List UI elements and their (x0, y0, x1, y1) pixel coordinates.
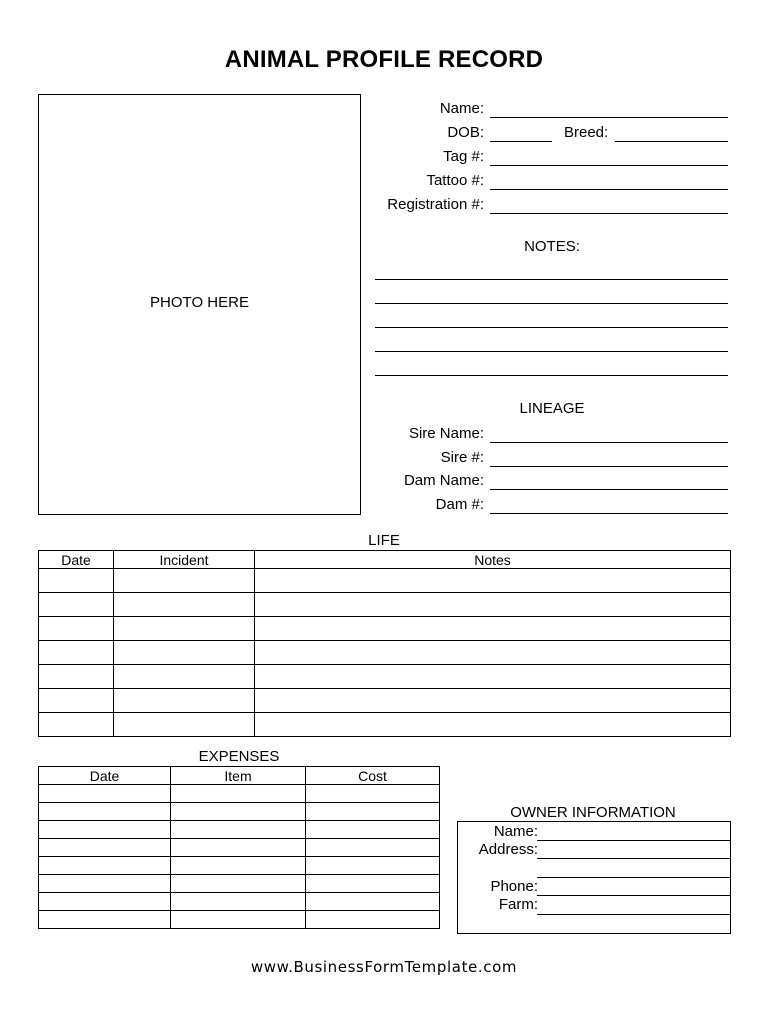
table-row (39, 875, 440, 893)
table-row (39, 803, 440, 821)
notes-line[interactable] (375, 351, 728, 352)
dam-number-field[interactable] (490, 513, 728, 514)
table-row (39, 689, 731, 713)
notes-line[interactable] (375, 303, 728, 304)
sire-name-label: Sire Name: (408, 425, 484, 442)
life-col-incident: Incident (114, 551, 255, 569)
expenses-cell[interactable] (171, 857, 306, 875)
expenses-cell[interactable] (306, 911, 440, 929)
dam-name-field[interactable] (490, 489, 728, 490)
life-cell[interactable] (39, 689, 114, 713)
dam-name-label: Dam Name: (403, 472, 484, 489)
expenses-table (38, 766, 440, 929)
life-cell[interactable] (255, 689, 731, 713)
expenses-cell[interactable] (171, 911, 306, 929)
dob-label: DOB: (447, 124, 484, 141)
table-row (39, 839, 440, 857)
breed-label: Breed: (564, 124, 609, 141)
expenses-cell[interactable] (306, 875, 440, 893)
expenses-col-date: Date (39, 767, 171, 785)
notes-heading: NOTES: (524, 238, 580, 255)
page-title: ANIMAL PROFILE RECORD (224, 46, 544, 73)
expenses-cell[interactable] (171, 839, 306, 857)
expenses-cell[interactable] (171, 821, 306, 839)
tag-label: Tag #: (443, 148, 484, 165)
expenses-col-cost: Cost (306, 767, 440, 785)
table-row (39, 911, 440, 929)
expenses-cell[interactable] (171, 785, 306, 803)
expenses-heading: EXPENSES (198, 748, 280, 765)
life-cell[interactable] (39, 593, 114, 617)
photo-label: PHOTO HERE (150, 294, 249, 311)
expenses-cell[interactable] (306, 839, 440, 857)
table-row (39, 713, 731, 737)
owner-farm-label: Farm: (498, 896, 538, 913)
life-cell[interactable] (255, 641, 731, 665)
sire-number-label: Sire #: (440, 449, 484, 466)
expenses-cell[interactable] (39, 857, 171, 875)
expenses-cell[interactable] (39, 911, 171, 929)
life-cell[interactable] (114, 665, 255, 689)
name-field[interactable] (490, 117, 728, 118)
life-heading: LIFE (368, 532, 400, 549)
life-cell[interactable] (39, 713, 114, 737)
life-cell[interactable] (255, 617, 731, 641)
lineage-heading: LINEAGE (519, 400, 585, 417)
table-row (39, 617, 731, 641)
owner-phone-label: Phone: (490, 878, 538, 895)
dob-field[interactable] (490, 141, 552, 142)
expenses-cell[interactable] (306, 803, 440, 821)
life-col-date: Date (39, 551, 114, 569)
life-cell[interactable] (39, 665, 114, 689)
life-table (38, 550, 731, 737)
life-cell[interactable] (114, 569, 255, 593)
life-cell[interactable] (255, 665, 731, 689)
expenses-cell[interactable] (39, 803, 171, 821)
life-col-notes: Notes (255, 551, 731, 569)
table-row (39, 785, 440, 803)
life-cell[interactable] (114, 641, 255, 665)
owner-heading: OWNER INFORMATION (510, 804, 676, 821)
life-cell[interactable] (114, 593, 255, 617)
table-row (39, 665, 731, 689)
expenses-cell[interactable] (39, 785, 171, 803)
registration-field[interactable] (490, 213, 728, 214)
expenses-cell[interactable] (306, 893, 440, 911)
table-row (39, 641, 731, 665)
life-cell[interactable] (255, 569, 731, 593)
breed-field[interactable] (615, 141, 728, 142)
table-row (39, 569, 731, 593)
owner-address-label: Address: (478, 841, 538, 858)
table-row (39, 593, 731, 617)
table-row (39, 857, 440, 875)
footer-url[interactable]: www.BusinessFormTemplate.com (250, 958, 518, 976)
life-cell[interactable] (39, 641, 114, 665)
owner-info-box (457, 821, 731, 934)
life-cell[interactable] (255, 593, 731, 617)
table-row (39, 821, 440, 839)
tattoo-label: Tattoo #: (426, 172, 484, 189)
expenses-cell[interactable] (171, 803, 306, 821)
notes-line[interactable] (375, 279, 728, 280)
owner-name-label: Name: (493, 823, 538, 840)
owner-address-field[interactable] (537, 858, 730, 859)
owner-address-field-2[interactable] (537, 877, 730, 878)
life-cell[interactable] (255, 713, 731, 737)
expenses-cell[interactable] (171, 893, 306, 911)
life-cell[interactable] (114, 689, 255, 713)
expenses-col-item: Item (171, 767, 306, 785)
dam-number-label: Dam #: (435, 496, 484, 513)
life-cell[interactable] (114, 617, 255, 641)
expenses-cell[interactable] (306, 785, 440, 803)
expenses-cell[interactable] (39, 875, 171, 893)
tag-field[interactable] (490, 165, 728, 166)
expenses-cell[interactable] (39, 821, 171, 839)
life-cell[interactable] (39, 617, 114, 641)
life-cell[interactable] (39, 569, 114, 593)
owner-farm-field[interactable] (537, 914, 730, 915)
tattoo-field[interactable] (490, 189, 728, 190)
expenses-cell[interactable] (171, 875, 306, 893)
life-cell[interactable] (114, 713, 255, 737)
name-label: Name: (439, 100, 484, 117)
expenses-cell[interactable] (306, 821, 440, 839)
expenses-cell[interactable] (39, 839, 171, 857)
expenses-cell[interactable] (306, 857, 440, 875)
sire-name-field[interactable] (490, 442, 728, 443)
expenses-cell[interactable] (39, 893, 171, 911)
table-row (39, 893, 440, 911)
notes-line[interactable] (375, 327, 728, 328)
registration-label: Registration #: (387, 196, 484, 213)
sire-number-field[interactable] (490, 466, 728, 467)
owner-name-field[interactable] (537, 840, 730, 841)
notes-line[interactable] (375, 375, 728, 376)
owner-phone-field[interactable] (537, 895, 730, 896)
